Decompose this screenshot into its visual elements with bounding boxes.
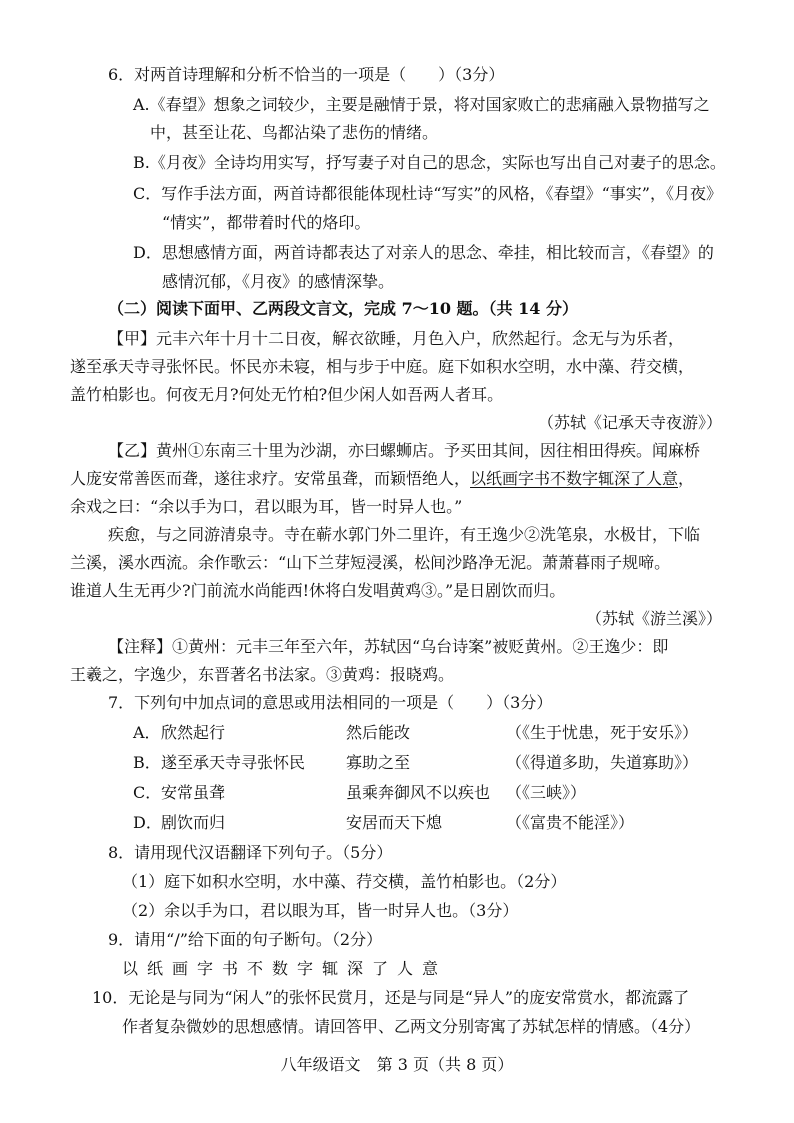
q6-option-b: B.《月夜》全诗均用实写，抒写妻子对自己的思念，实际也写出自己对妻子的思念。 — [133, 153, 726, 172]
q8-stem: 8．请用现代汉语翻译下列句子。（5分） — [108, 843, 393, 862]
passage-yi-line2 — [70, 468, 694, 490]
q6-option-a-line2: 中，甚至让花、鸟都沾染了悲伤的情绪。 — [150, 123, 439, 142]
passage-yi-line2-comma: ， — [678, 469, 695, 488]
section-heading: （二）阅读下面甲、乙两段文言文，完成 7～10 题。（共 14 分） — [108, 299, 578, 318]
q7-stem: 7．下列句中加点词的意思或用法相同的一项是（ ）（3分） — [108, 693, 553, 712]
passage-jia-line3: 盖竹柏影也。何夜无月?何处无竹柏?但少闲人如吾两人者耳。 — [70, 385, 504, 404]
passage-yi-line1: 【乙】黄州①东南三十里为沙湖，亦曰螺蛳店。予买田其间，因往相田得疾。闻麻桥 — [108, 441, 701, 460]
q7-option-c-source: （《三峡》） — [506, 783, 587, 802]
q10-line2: 作者复杂微妙的思想感情。请回答甲、乙两文分别寄寓了苏轼怎样的情感。（4分） — [122, 1017, 701, 1036]
passage-yi-line6: 谁道人生无再少?门前流水尚能西!休将白发唱黄鸡③。”是日剧饮而归。 — [70, 581, 566, 600]
page-footer: 八年级语文 第 3 页（共 8 页） — [280, 1055, 514, 1074]
notes-line1: 【注释】①黄州：元丰三年至六年，苏轼因“乌台诗案”被贬黄州。②王逸少：即 — [108, 637, 669, 656]
q7-option-a-source: （《生于忧患，死于安乐》） — [506, 723, 699, 742]
passage-yi-source: （苏轼《游兰溪》） — [585, 609, 722, 628]
q7-option-c-left: 安常虽聋 — [161, 783, 226, 802]
q7-option-d-right: 安居而天下熄 — [346, 813, 443, 832]
passage-jia-source: （苏轼《记承天寺夜游》） — [537, 413, 722, 432]
q7-option-a-left: 欣然起行 — [161, 723, 226, 742]
q9-stem: 9．请用“/”给下面的句子断句。（2分） — [108, 930, 383, 949]
q8-sentence-2: （2）余以手为口，君以眼为耳，皆一时异人也。（3分） — [122, 901, 519, 920]
q6-stem: 6．对两首诗理解和分析不恰当的一项是（ ）（3分） — [108, 65, 505, 84]
q7-option-b-letter: B． — [133, 753, 161, 772]
passage-yi-line3: 余戏之曰：“余以手为口，君以眼为耳，皆一时异人也。” — [70, 497, 463, 516]
passage-yi-line4: 疾愈，与之同游清泉寺。寺在蕲水郭门外二里许，有王逸少②洗笔泉，水极甘，下临 — [108, 525, 701, 544]
q7-option-d-left: 剧饮而归 — [161, 813, 226, 832]
q7-option-b-source: （《得道多助，失道寡助》） — [506, 753, 699, 772]
q7-option-d-source: （《富贵不能淫》） — [506, 813, 635, 832]
q6-option-c-line1: C．写作手法方面，两首诗都很能体现杜诗“写实”的风格，《春望》“事实”，《月夜》 — [133, 184, 722, 203]
q7-option-b-left: 遂至承天寺寻张怀民 — [161, 753, 306, 772]
passage-jia-line1: 【甲】元丰六年十月十二日夜，解衣欲睡，月色入户，欣然起行。念无与为乐者， — [108, 329, 685, 348]
q6-option-a-line1: A.《春望》想象之词较少，主要是融情于景，将对国家败亡的悲痛融入景物描写之 — [133, 95, 710, 114]
underlined-sentence: 以纸画字书不数字辄深了人意 — [470, 469, 679, 488]
q7-option-a-letter: A． — [133, 723, 161, 742]
q8-sentence-1: （1）庭下如积水空明，水中藻、荇交横，盖竹柏影也。（2分） — [122, 872, 567, 891]
q6-option-d-line1: D．思想感情方面，两首诗都表达了对亲人的思念、牵挂，相比较而言，《春望》的 — [133, 243, 714, 262]
passage-yi-line5: 兰溪，溪水西流。余作歌云：“山下兰芽短浸溪，松间沙路净无泥。萧萧暮雨子规啼。 — [70, 553, 671, 572]
q7-option-d-letter: D． — [133, 813, 162, 832]
passage-jia-line2: 遂至承天寺寻张怀民。怀民亦未寝，相与步于中庭。庭下如积水空明，水中藻、荇交横， — [70, 357, 695, 376]
passage-yi-line2-text: 人庞安常善医而聋，遂往求疗。安常虽聋，而颖悟绝人， — [70, 469, 471, 488]
q7-option-a-right: 然后能改 — [346, 723, 411, 742]
notes-line2: 王羲之，字逸少，东晋著名书法家。③黄鸡：报晓鸡。 — [70, 665, 455, 684]
q9-sentence: 以纸画字书不数字辄深了人意 — [122, 959, 448, 978]
q6-option-d-line2: 感情沉郁，《月夜》的感情深挚。 — [162, 272, 395, 291]
q7-option-c-letter: C． — [133, 783, 162, 802]
q6-option-c-line2: “情实”，都带着时代的烙印。 — [162, 213, 371, 232]
q7-option-c-right: 虽乘奔御风不以疾也 — [346, 783, 491, 802]
q7-option-b-right: 寡助之至 — [346, 753, 411, 772]
q10-line1: 10．无论是与同为“闲人”的张怀民赏月，还是与同是“异人”的庞安常赏水，都流露了 — [92, 988, 690, 1007]
